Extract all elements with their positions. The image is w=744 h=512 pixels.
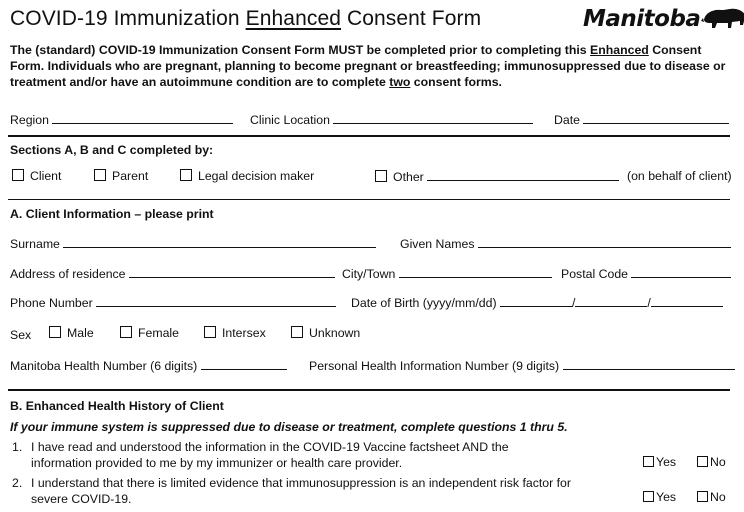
region-label: Region	[10, 113, 49, 127]
dob-year-line[interactable]	[500, 295, 572, 307]
address-field[interactable]	[10, 266, 335, 281]
question-text: I have read and understood the information in the COVID-19 Vaccine factsheet AND the information provided to me by my immunizer or health care provider.	[31, 440, 509, 470]
phone-line[interactable]	[96, 295, 336, 307]
divider	[8, 199, 730, 200]
client-label: Client	[30, 169, 62, 183]
dob-slash: /	[647, 296, 651, 310]
surname-field[interactable]	[10, 236, 376, 251]
clinic-location-field[interactable]	[250, 112, 533, 127]
other-label: Other	[393, 170, 424, 184]
title-part-2: Consent Form	[341, 7, 482, 30]
mhn-line[interactable]	[201, 358, 287, 370]
address-line[interactable]	[129, 266, 335, 278]
divider	[8, 389, 730, 391]
date-label: Date	[554, 113, 580, 127]
sex-label: Sex	[10, 328, 32, 342]
other-line[interactable]	[427, 169, 619, 181]
city-field[interactable]	[342, 266, 552, 281]
logo-wordmark: Manitoba	[583, 6, 701, 32]
no-label: No	[710, 455, 726, 469]
manitoba-logo	[583, 6, 744, 32]
q1-yes-checkbox[interactable]	[643, 455, 676, 469]
intersex-label: Intersex	[222, 326, 266, 340]
male-label: Male	[67, 326, 94, 340]
dob-label: Date of Birth (yyyy/mm/dd)	[351, 296, 497, 310]
legal-label: Legal decision maker	[198, 169, 315, 183]
intersex-checkbox[interactable]	[204, 326, 266, 340]
yes-label: Yes	[656, 455, 677, 469]
section-a-heading: A. Client Information – please print	[10, 207, 214, 221]
divider	[8, 135, 730, 137]
completed-by-heading: Sections A, B and C completed by:	[10, 143, 214, 157]
region-line[interactable]	[52, 112, 233, 124]
city-line[interactable]	[399, 266, 552, 278]
yes-label: Yes	[656, 490, 677, 504]
date-field[interactable]	[554, 112, 729, 127]
date-of-birth-field[interactable]	[351, 295, 723, 310]
checkbox-box[interactable]	[12, 169, 24, 181]
title-underlined: Enhanced	[245, 7, 342, 30]
intro-paragraph	[10, 42, 734, 90]
phin-line[interactable]	[563, 358, 735, 370]
section-b-instruction: If your immune system is suppressed due to disease or treatment, complete questions 1 thru 5.	[10, 420, 568, 434]
intro-text-1: The (standard) COVID-19 Immunization Consent Form MUST be completed prior to completing this	[10, 43, 591, 57]
q2-yes-checkbox[interactable]	[643, 490, 676, 504]
dob-month-line[interactable]	[575, 295, 647, 307]
question-number: 2.	[12, 476, 23, 490]
manitoba-health-number-field[interactable]	[10, 358, 287, 373]
bison-icon	[701, 6, 744, 32]
parent-checkbox[interactable]	[94, 169, 148, 183]
question-text: I understand that there is limited evidence that immunosuppression is an independent risk factor for severe COVID-19.	[31, 476, 571, 506]
checkbox-box[interactable]	[204, 326, 216, 338]
city-label: City/Town	[342, 267, 396, 281]
postal-code-label: Postal Code	[561, 267, 628, 281]
dob-slash: /	[571, 296, 576, 310]
form-title	[10, 7, 481, 31]
checkbox-box[interactable]	[643, 491, 654, 502]
given-names-field[interactable]	[400, 236, 731, 251]
intro-text-3: consent forms.	[410, 75, 502, 89]
section-b-heading: B. Enhanced Health History of Client	[10, 399, 224, 413]
phone-label: Phone Number	[10, 296, 93, 310]
checkbox-box[interactable]	[697, 491, 708, 502]
on-behalf-label: (on behalf of client)	[627, 169, 732, 183]
postal-code-line[interactable]	[631, 266, 731, 278]
checkbox-box[interactable]	[643, 456, 654, 467]
clinic-location-label: Clinic Location	[250, 113, 330, 127]
intro-underlined-enhanced: Enhanced	[590, 43, 649, 57]
male-checkbox[interactable]	[49, 326, 94, 340]
intro-underlined-two: two	[389, 75, 411, 89]
intro-text-2: Consent Form. Individuals who are pregnant, planning to become pregnant or breastfeeding; immunosuppressed due to disease or treatment and/or have an autoimmune condition are to complete	[10, 43, 726, 89]
date-line[interactable]	[583, 112, 729, 124]
legal-decision-maker-checkbox[interactable]	[180, 169, 314, 183]
other-checkbox[interactable]	[375, 169, 619, 184]
phone-field[interactable]	[10, 295, 336, 310]
checkbox-box[interactable]	[120, 326, 132, 338]
question-number: 1.	[12, 440, 23, 454]
surname-label: Surname	[10, 237, 60, 251]
client-checkbox[interactable]	[12, 169, 61, 183]
q2-no-checkbox[interactable]	[697, 490, 726, 504]
given-names-line[interactable]	[478, 236, 731, 248]
phin-field[interactable]	[309, 358, 735, 373]
unknown-label: Unknown	[309, 326, 361, 340]
mhn-label: Manitoba Health Number (6 digits)	[10, 359, 198, 373]
address-label: Address of residence	[10, 267, 126, 281]
female-checkbox[interactable]	[120, 326, 179, 340]
checkbox-box[interactable]	[375, 170, 387, 182]
postal-code-field[interactable]	[561, 266, 731, 281]
checkbox-box[interactable]	[180, 169, 192, 181]
dob-day-line[interactable]	[651, 295, 723, 307]
no-label: No	[710, 490, 726, 504]
title-part-1: COVID-19 Immunization	[10, 7, 246, 30]
region-field[interactable]	[10, 112, 233, 127]
female-label: Female	[138, 326, 180, 340]
checkbox-box[interactable]	[697, 456, 708, 467]
surname-line[interactable]	[63, 236, 376, 248]
clinic-location-line[interactable]	[333, 112, 533, 124]
given-names-label: Given Names	[400, 237, 475, 251]
checkbox-box[interactable]	[291, 326, 303, 338]
parent-label: Parent	[112, 169, 149, 183]
unknown-checkbox[interactable]	[291, 326, 360, 340]
q1-no-checkbox[interactable]	[697, 455, 726, 469]
phin-label: Personal Health Information Number (9 digits)	[309, 359, 560, 373]
checkbox-box[interactable]	[94, 169, 106, 181]
checkbox-box[interactable]	[49, 326, 61, 338]
